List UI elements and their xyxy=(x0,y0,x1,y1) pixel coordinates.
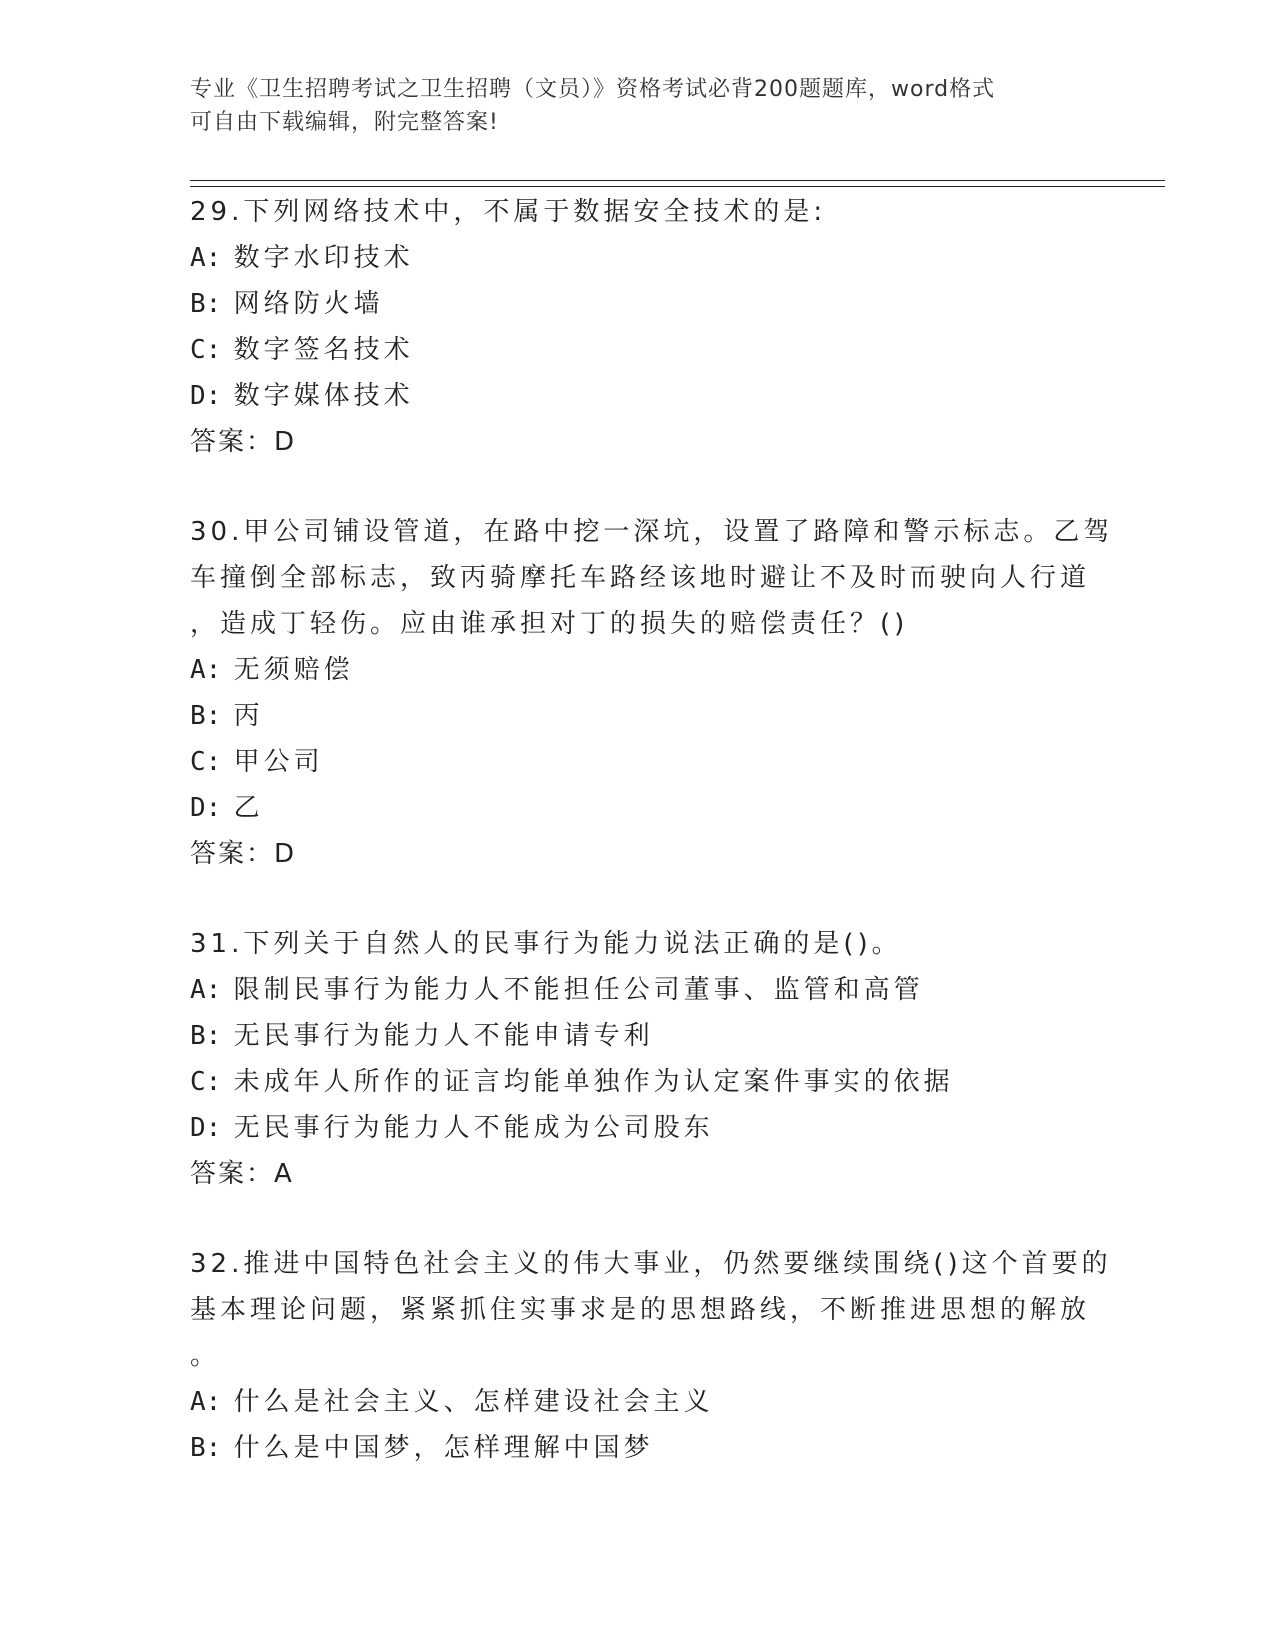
option-text: 限制民事行为能力人不能担任公司董事、监管和高管 xyxy=(233,975,924,1005)
option-letter: D: xyxy=(190,381,222,411)
option-text: 未成年人所作的证言均能单独作为认定案件事实的依据 xyxy=(233,1067,954,1097)
option-text: 无须赔偿 xyxy=(233,655,354,685)
option-d xyxy=(190,373,1090,419)
answer-line: 答案：A xyxy=(190,1159,294,1189)
question-30 xyxy=(190,509,1114,877)
question-text: 基本理论问题，紧紧抓住实事求是的思想路线，不断推进思想的解放 xyxy=(190,1295,1091,1325)
header-rule-bottom xyxy=(190,186,1165,187)
question-text: 。 xyxy=(190,1341,221,1371)
option-b xyxy=(190,281,1090,327)
option-letter: A: xyxy=(190,1387,222,1417)
question-text: 32.推进中国特色社会主义的伟大事业，仍然要继续围绕()这个首要的 xyxy=(190,1249,1112,1279)
option-text: 数字水印技术 xyxy=(233,243,414,273)
header-rule-top xyxy=(190,180,1165,181)
option-letter: C: xyxy=(190,1067,222,1097)
option-text: 无民事行为能力人不能成为公司股东 xyxy=(233,1113,714,1143)
option-letter: A: xyxy=(190,243,222,273)
question-text: 30.甲公司铺设管道，在路中挖一深坑，设置了路障和警示标志。乙驾 xyxy=(190,517,1114,547)
option-d xyxy=(190,1105,1090,1151)
option-text: 数字签名技术 xyxy=(233,335,414,365)
option-text: 丙 xyxy=(233,701,264,731)
option-b xyxy=(190,1425,1090,1471)
option-text: 乙 xyxy=(233,793,264,823)
option-c xyxy=(190,739,1090,785)
option-text: 甲公司 xyxy=(233,747,324,777)
option-c xyxy=(190,1059,1090,1105)
document-header xyxy=(190,73,1090,139)
option-letter: A: xyxy=(190,975,222,1005)
option-letter: A: xyxy=(190,655,222,685)
option-a xyxy=(190,967,1090,1013)
option-letter: B: xyxy=(190,289,222,319)
answer-line: 答案：D xyxy=(190,839,297,869)
question-31 xyxy=(190,921,1090,1197)
option-b xyxy=(190,1013,1090,1059)
question-text: ，造成丁轻伤。应由谁承担对丁的损失的赔偿责任？() xyxy=(190,609,909,639)
question-29 xyxy=(190,189,1090,465)
option-d xyxy=(190,785,1090,831)
option-text: 无民事行为能力人不能申请专利 xyxy=(233,1021,654,1051)
option-text: 数字媒体技术 xyxy=(233,381,414,411)
option-letter: B: xyxy=(190,1433,222,1463)
header-line-2: 可自由下载编辑，附完整答案! xyxy=(190,110,499,135)
question-32 xyxy=(190,1241,1112,1471)
option-letter: B: xyxy=(190,1021,222,1051)
option-letter: D: xyxy=(190,793,222,823)
option-a xyxy=(190,1379,1090,1425)
question-text: 车撞倒全部标志，致丙骑摩托车路经该地时避让不及时而驶向人行道 xyxy=(190,563,1091,593)
option-a xyxy=(190,647,1090,693)
question-list xyxy=(190,189,1114,1471)
option-a xyxy=(190,235,1090,281)
option-text: 什么是社会主义、怎样建设社会主义 xyxy=(233,1387,714,1417)
header-line-1: 专业《卫生招聘考试之卫生招聘（文员）》资格考试必背200题题库，word格式 xyxy=(190,77,996,102)
option-text: 网络防火墙 xyxy=(233,289,384,319)
question-text: 29.下列网络技术中，不属于数据安全技术的是: xyxy=(190,197,827,227)
option-letter: C: xyxy=(190,747,222,777)
question-text: 31.下列关于自然人的民事行为能力说法正确的是()。 xyxy=(190,929,902,959)
option-b xyxy=(190,693,1090,739)
option-c xyxy=(190,327,1090,373)
option-letter: C: xyxy=(190,335,222,365)
option-text: 什么是中国梦，怎样理解中国梦 xyxy=(233,1433,654,1463)
option-letter: D: xyxy=(190,1113,222,1143)
option-letter: B: xyxy=(190,701,222,731)
answer-line: 答案：D xyxy=(190,427,297,457)
